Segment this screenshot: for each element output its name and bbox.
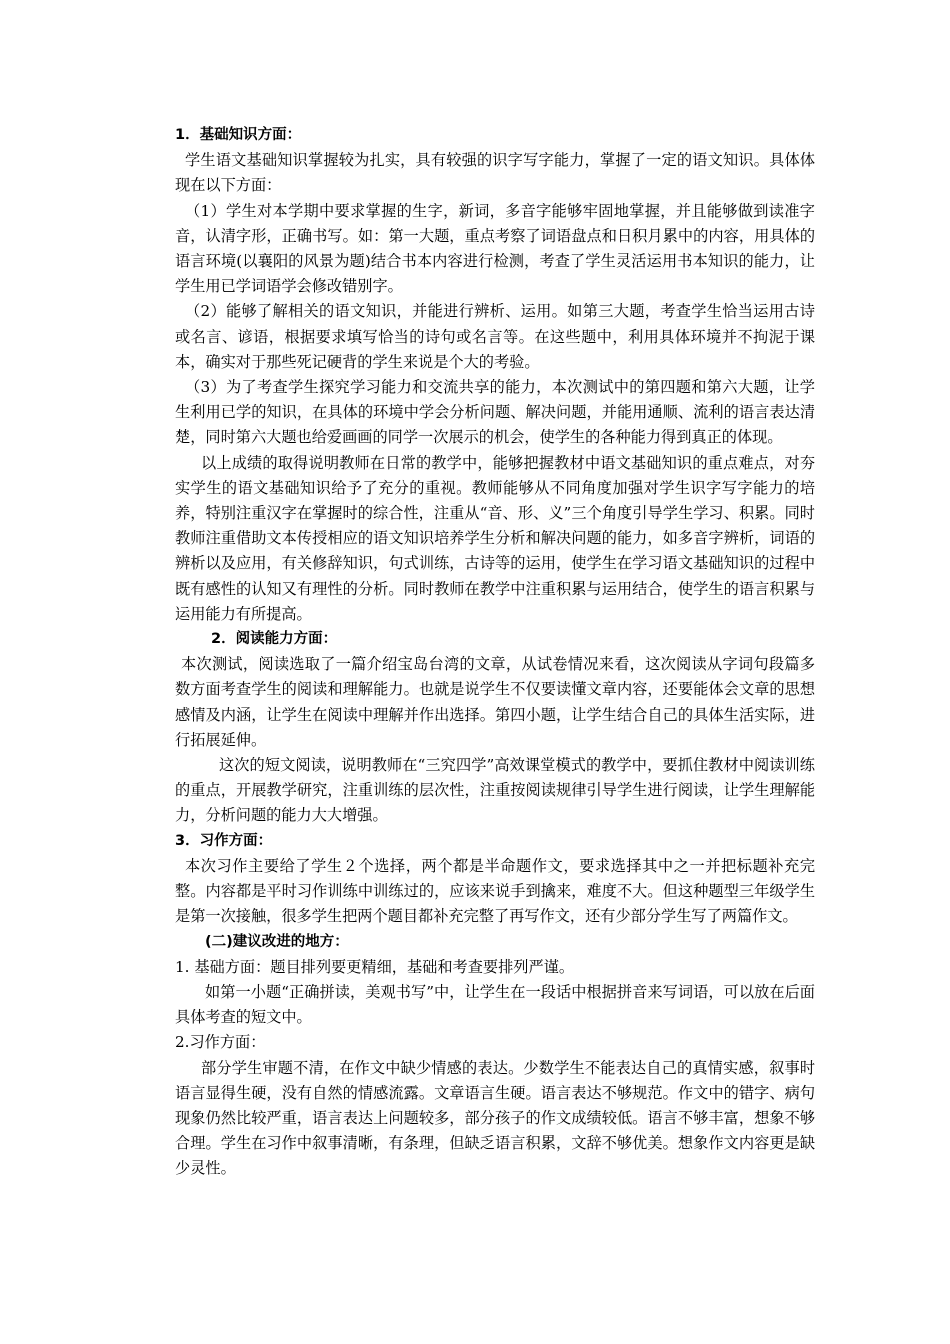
section-4-sub-1-para: 如第一小题“正确拼读，美观书写”中，让学生在一段话中根据拼音来写词语，可以放在后面具体考查的短文中。 <box>175 982 815 1027</box>
section-3-heading: 3．习作方面： <box>175 832 273 849</box>
section-4-sub-2-title: 2.习作方面： <box>175 1033 266 1052</box>
section-2-para-1: 本次测试，阅读选取了一篇介绍宝岛台湾的文章，从试卷情况来看，这次阅读从字词句段篇多数方面考查学生的阅读和理解能力。也就是说学生不仅要读懂文章内容，还要能体会文章的思想感情及内涵，让学生在阅读中理解并作出选择。第四小题，让学生结合自己的具体生活实际，进行拓展延伸。 <box>175 655 815 749</box>
section-4-sub-2-para: 部分学生审题不清，在作文中缺少情感的表达。少数学生不能表达自己的真情实感，叙事时语言显得生硬，没有自然的情感流露。文章语言生硬。语言表达不够规范。作文中的错字、病句现象仍然比较严重，语言表达上问题较多，部分孩子的作文成绩较低。语言不够丰富，想象不够合理。学生在习作中叙事清晰，有条理，但缺乏语言积累，文辞不够优美。想象作文内容更是缺少灵性。 <box>175 1058 815 1178</box>
section-1-item-1: （1）学生对本学期中要求掌握的生字，新词，多音字能够牢固地掌握，并且能够做到读准字音，认清字形，正确书写。如：第一大题，重点考察了词语盘点和日积月累中的内容，用具体的语言环境(以襄阳的风景为题)结合书本内容进行检测，考查了学生灵活运用书本知识的能力，让学生用已学词语学会修改错别字。 <box>175 201 815 296</box>
section-3-para-1: 本次习作主要给了学生２个选择，两个都是半命题作文，要求选择其中之一并把标题补充完整。内容都是平时习作训练中训练过的，应该来说手到擒来，难度不大。但这种题型三年级学生是第一次接触，很多学生把两个题目都补充完整了再写作文，还有少部分学生写了两篇作文。 <box>175 856 815 926</box>
section-1-item-2: （2）能够了解相关的语文知识，并能进行辨析、运用。如第三大题，考查学生恰当运用古诗或名言、谚语，根据要求填写恰当的诗句或名言等。在这些题中，利用具体环境并不拘泥于课本，确实对于那些死记硬背的学生来说是个大的考验。 <box>175 302 815 371</box>
document-body <box>175 123 815 1182</box>
section-4-heading: (二)建议改进的地方： <box>205 933 349 950</box>
section-2-heading: 2．阅读能力方面： <box>211 631 338 648</box>
section-4-sub-1-title: 1. 基础方面：题目排列要更精细，基础和考查要排列严谨。 <box>175 957 575 976</box>
section-1-summary: 以上成绩的取得说明教师在日常的教学中，能够把握教材中语文基础知识的重点难点，对夯实学生的语文基础知识给予了充分的重视。教师能够从不同角度加强对学生识字写字能力的培养，特别注重汉字在掌握时的综合性，注重从“音、形、义”三个角度引导学生学习、积累。同时教师注重借助文本传授相应的语文知识培养学生分析和解决问题的能力，如多音字辨析，词语的辨析以及应用，有关修辞知识，句式训练，古诗等的运用，使学生在学习语文基础知识的过程中既有感性的认知又有理性的分析。同时教师在教学中注重积累与运用结合，使学生的语言积累与运用能力有所提高。 <box>175 453 815 623</box>
section-1-intro: 学生语文基础知识掌握较为扎实，具有较强的识字写字能力，掌握了一定的语文知识。具体体现在以下方面： <box>175 151 815 195</box>
section-2-para-2: 这次的短文阅读，说明教师在“三究四学”高效课堂模式的教学中，要抓住教材中阅读训练的重点，开展教学研究，注重训练的层次性，注重按阅读规律引导学生进行阅读，让学生理解能力，分析问题的能力大大增强。 <box>175 756 815 825</box>
section-1-heading: 1．基础知识方面： <box>175 127 302 143</box>
section-1-item-3: （3）为了考查学生探究学习能力和交流共享的能力，本次测试中的第四题和第六大题，让学生利用已学的知识，在具体的环境中学会分析问题、解决问题，并能用通顺、流利的语言表达清楚，同时第六大题也给爱画画的同学一次展示的机会，使学生的各种能力得到真正的体现。 <box>175 378 815 447</box>
